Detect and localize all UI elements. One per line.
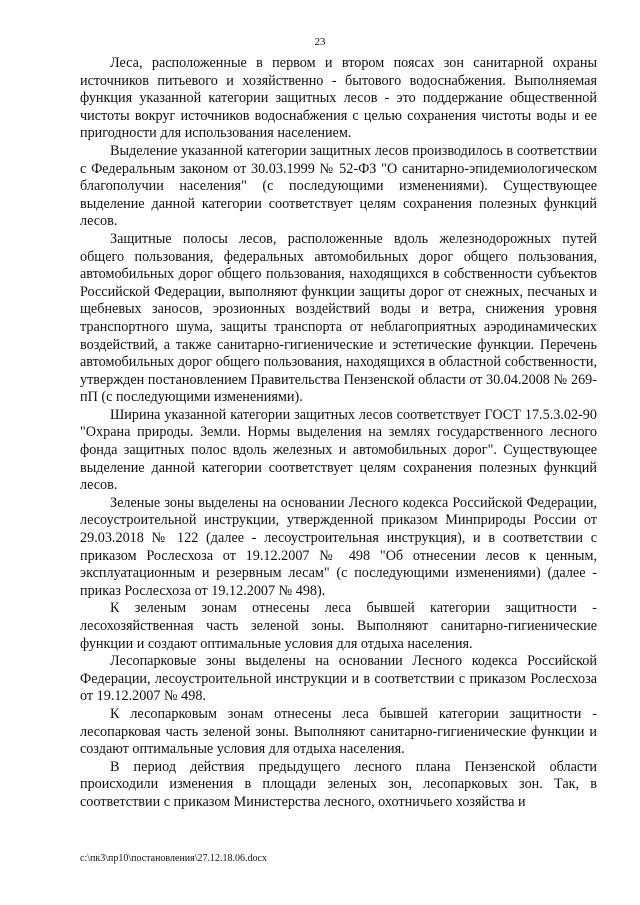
paragraph-forest-park-assignment: К лесопарковым зонам отнесены леса бывшей категории защитности - лесопарковая часть зеленой зоны. Выполняют санитарно-гигиенические функции и создают оптимальные условия для отдыха населения. (80, 705, 597, 758)
paragraph-changes-period: В период действия предыдущего лесного плана Пензенской области происходили изменения в площади зеленых зон, лесопарковых зон. Так, в соответствии с приказом Министерства лесного, охотничьего хозяйства и (80, 758, 597, 810)
paragraph-green-zones: Зеленые зоны выделены на основании Лесного кодекса Российской Федерации, лесоустроительной инструкции, утвержденной приказом Минприроды России от 29.03.2018 № 122 (далее - лесоустроительная инструкция), и в соответствии с приказом Рослесхоза от 19.12.2007 № 498 "Об отнесении лесов к ценным, эксплуатационным и резервным лесам" (с последующими изменениями) (далее - приказ Рослесхоза от 19.12.2007 № 498). (80, 494, 597, 599)
paragraph-sanitary-forests: Леса, расположенные в первом и втором поясах зон санитарной охраны источников питьевого и хозяйственно - бытового водоснабжения. Выполняемая функция указанной категории защитных лесов - это поддержание общественной чистоты вокруг источников водоснабжения с целью сохранения чистоты воды и ее пригодности для использования населением. (80, 55, 597, 142)
paragraph-gost-width: Ширина указанной категории защитных лесов соответствует ГОСТ 17.5.3.02-90 "Охрана природы. Земли. Нормы выделения на землях государственного лесного фонда защитных полос вдоль железных и автомобильных дорог". Существующее выделение данной категории соответствует целям сохранения полезных функций лесов. (80, 406, 597, 494)
paragraph-federal-law: Выделение указанной категории защитных лесов производилось в соответствии с Федеральным законом от 30.03.1999 № 52-ФЗ "О санитарно-эпидемиологическом благополучии населения" (с последующими изменениями). Существующее выделение данной категории соответствует целям сохранения полезных функций лесов. (80, 142, 597, 230)
footer-file-path: c:\пк3\пр10\постановления\27.12.18.06.docx (80, 853, 267, 864)
document-body (80, 55, 597, 812)
paragraph-forest-park-zones: Лесопарковые зоны выделены на основании Лесного кодекса Российской Федерации, лесоустроительной инструкции и в соответствии с приказом Рослесхоза от 19.12.2007 № 498. (80, 653, 597, 705)
page-number: 23 (314, 36, 326, 48)
paragraph-green-zones-assignment: К зеленым зонам отнесены леса бывшей категории защитности - лесохозяйственная часть зеленой зоны. Выполняют санитарно-гигиенические функции и создают оптимальные условия для отдыха населения. (80, 600, 597, 652)
paragraph-protective-strips: Защитные полосы лесов, расположенные вдоль железнодорожных путей общего пользования, федеральных автомобильных дорог общего пользования, автомобильных дорог общего пользования, находящихся в собственности субъектов Российской Федерации, выполняют функции защиты дорог от снежных, песчаных и щебневых заносов, эрозионных воздействий воды и ветра, снижения уровня транспортного шума, защиты транспорта от неблагоприятных аэродинамических воздействий, а также санитарно-гигиенические и эстетические функции. Перечень автомобильных дорог общего пользования, находящихся в областной собственности, утвержден постановлением Правительства Пензенской области от 30.04.2008 № 269-пП (с последующими изменениями). (80, 230, 597, 406)
